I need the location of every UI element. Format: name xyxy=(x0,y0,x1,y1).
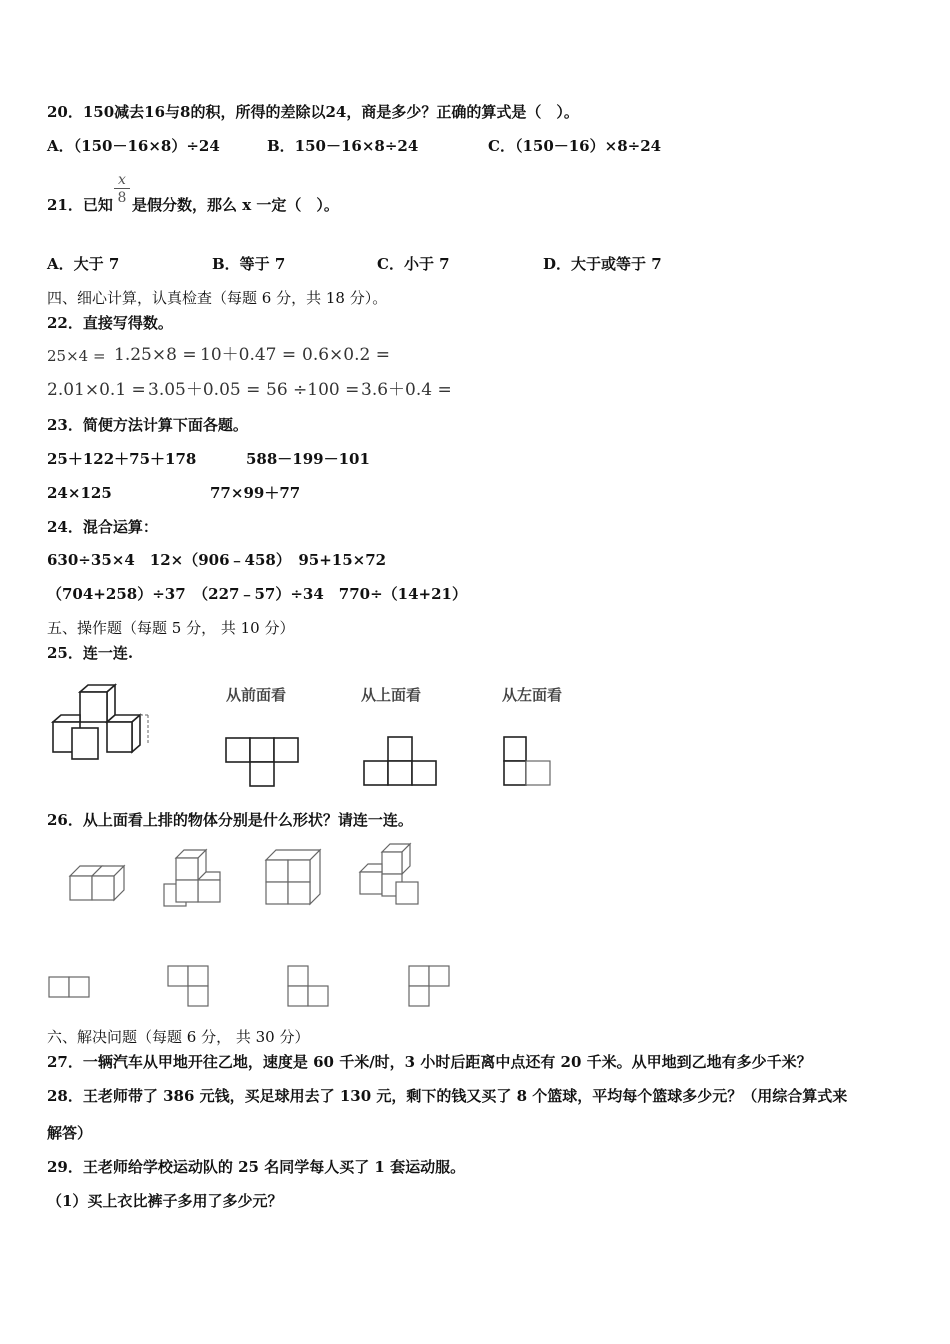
q26-top-view-1 xyxy=(47,975,91,1001)
q25-cube-stack-figure xyxy=(48,682,158,762)
q22-expr: 3.6＋0.4 = xyxy=(361,380,452,400)
q21-option-a: A．大于 7 xyxy=(47,255,120,273)
fraction-denominator: 8 xyxy=(114,188,130,207)
q29-stem: 29．王老师给学校运动队的 25 名同学每人买了 1 套运动服。 xyxy=(47,1158,466,1176)
view-label-top: 从上面看 xyxy=(361,686,422,704)
q25-stem: 25．连一连. xyxy=(47,644,134,662)
q23-expr: 25＋122＋75＋178 xyxy=(47,450,197,468)
q26-solid-1 xyxy=(68,860,128,906)
view-label-left: 从左面看 xyxy=(502,686,563,704)
q23-expr: 77×99＋77 xyxy=(210,484,301,502)
q26-top-view-3 xyxy=(286,964,332,1010)
q26-solid-2 xyxy=(162,848,224,910)
q24-row-2: （704+258）÷37 （227﹣57）÷34 770÷（14+21） xyxy=(47,585,467,603)
q29-sub-1: （1）买上衣比裤子多用了多少元？ xyxy=(47,1192,283,1210)
q27: 27．一辆汽车从甲地开往乙地，速度是 60 千米/时，3 小时后距离中点还有 20 千米。从甲地到乙地有多少千米？ xyxy=(47,1053,812,1071)
q24-row-1: 630÷35×4 12×（906﹣458） 95+15×72 xyxy=(47,551,387,569)
section-4-heading: 四、细心计算，认真检查（每题 6 分，共 18 分）。 xyxy=(47,289,388,307)
q26-top-view-4 xyxy=(407,964,453,1010)
q28-line-2: 解答） xyxy=(47,1124,93,1142)
q22-expr: 3.05＋0.05 = xyxy=(148,380,261,400)
q22-expr: 25×4 = xyxy=(47,347,106,365)
q20-option-b: B．150－16×8÷24 xyxy=(267,137,419,155)
view-label-front: 从前面看 xyxy=(226,686,287,704)
q21-option-d: D．大于或等于 7 xyxy=(543,255,662,273)
q21-prefix: 21．已知 xyxy=(47,196,113,214)
q22-expr: 1.25×8 = xyxy=(114,345,197,365)
q21-option-c: C．小于 7 xyxy=(377,255,450,273)
q28-line-1: 28．王老师带了 386 元钱，买足球用去了 130 元，剩下的钱又买了 8 个篮球，平均每个篮球多少元？（用综合算式来 xyxy=(47,1087,848,1105)
fraction-numerator: x xyxy=(118,172,126,188)
q26-stem: 26．从上面看上排的物体分别是什么形状？请连一连。 xyxy=(47,811,413,829)
q22-expr: 56 ÷100 = xyxy=(266,380,360,400)
q22-expr: 2.01×0.1 = xyxy=(47,380,146,400)
q23-expr: 24×125 xyxy=(47,484,112,502)
q26-solid-3 xyxy=(264,848,324,908)
view-shape-front xyxy=(224,736,302,788)
view-shape-top xyxy=(362,735,440,789)
q26-top-view-2 xyxy=(166,964,212,1010)
q20-option-c: C．（150－16）×8÷24 xyxy=(488,137,662,155)
q23-expr: 588－199－101 xyxy=(246,450,370,468)
q21-option-b: B．等于 7 xyxy=(212,255,286,273)
q20-stem: 20．150减去16与8的积，所得的差除以24，商是多少？正确的算式是（ ）。 xyxy=(47,103,579,121)
section-5-heading: 五、操作题（每题 5 分， 共 10 分） xyxy=(47,619,295,637)
q21-suffix: 是假分数，那么 x 一定（ ）。 xyxy=(132,196,339,214)
section-6-heading: 六、解决问题（每题 6 分， 共 30 分） xyxy=(47,1028,310,1046)
q24-stem: 24．混合运算： xyxy=(47,518,158,536)
q20-option-a: A．（150－16×8）÷24 xyxy=(47,137,220,155)
q22-stem: 22．直接写得数。 xyxy=(47,314,173,332)
q22-expr: 10＋0.47 = xyxy=(200,345,297,365)
view-shape-left xyxy=(502,735,558,789)
q22-expr: 0.6×0.2 = xyxy=(302,345,390,365)
q21-fraction xyxy=(114,172,130,207)
q23-stem: 23．简便方法计算下面各题。 xyxy=(47,416,248,434)
q26-solid-4 xyxy=(358,842,422,908)
